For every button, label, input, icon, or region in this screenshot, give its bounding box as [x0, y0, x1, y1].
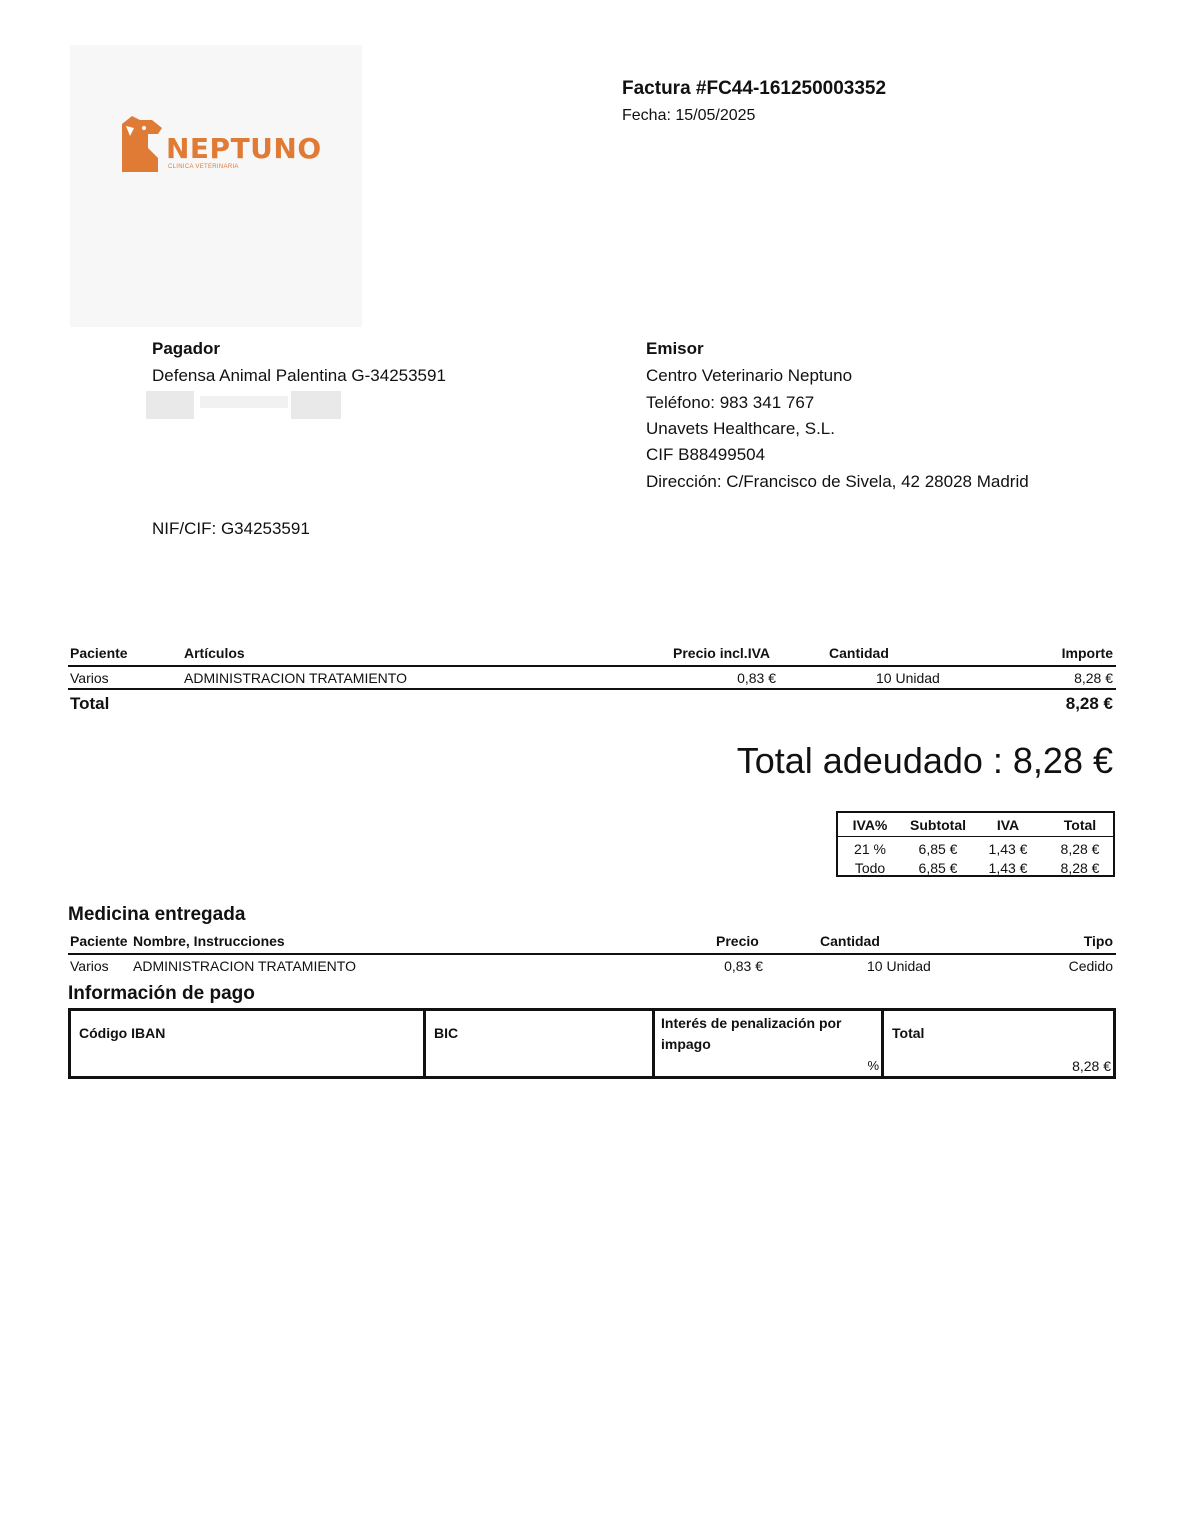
payment-cell-total	[884, 1011, 1113, 1076]
payment-penalty-label-1: Interés de penalización por	[661, 1015, 842, 1031]
vat-header-rate: IVA%	[852, 817, 888, 833]
vat-cell: Todo	[854, 860, 886, 876]
payment-cell-penalty	[655, 1011, 881, 1076]
payment-title: Información de pago	[68, 983, 255, 1004]
items-row-amount: 8,28 €	[1074, 670, 1113, 686]
medicine-row-price: 0,83 €	[724, 958, 763, 974]
vat-cell: 1,43 €	[988, 860, 1028, 876]
brand-name: NEPTUNO	[166, 132, 322, 165]
issuer-company: Unavets Healthcare, S.L.	[646, 419, 835, 438]
redacted-payer-address-faint	[200, 396, 288, 408]
vat-header-rule	[838, 836, 1113, 837]
items-total-label: Total	[70, 694, 110, 713]
redacted-header-block	[70, 45, 362, 327]
dog-logo-icon	[118, 114, 164, 174]
payment-cell-bic	[426, 1011, 652, 1076]
issuer-cif: CIF B88499504	[646, 445, 766, 464]
invoice-title: Factura #FC44-161250003352	[622, 78, 887, 99]
items-total-rule	[68, 688, 1116, 690]
brand-logo	[118, 112, 322, 176]
items-total-value: 8,28 €	[1065, 694, 1113, 713]
medicine-row-name: ADMINISTRACION TRATAMIENTO	[133, 958, 356, 974]
brand-subtitle: CLINICA VETERINARIA	[168, 164, 239, 170]
vat-cell: 8,28 €	[1060, 841, 1100, 857]
vat-cell: 1,43 €	[988, 841, 1028, 857]
payment-cell-iban	[71, 1011, 423, 1076]
payment-bic-label: BIC	[434, 1025, 459, 1041]
total-due: Total adeudado : 8,28 €	[736, 740, 1113, 781]
payment-table	[68, 1008, 1116, 1079]
medicine-header-price: Precio	[716, 933, 759, 949]
medicine-row-patient: Varios	[70, 958, 109, 974]
redacted-payer-address	[146, 391, 194, 419]
payment-penalty-label-2: impago	[661, 1036, 711, 1052]
medicine-header-rule	[68, 953, 1116, 955]
payer-name: Defensa Animal Palentina G-34253591	[152, 366, 446, 385]
medicine-header-name: Nombre, Instrucciones	[133, 933, 285, 949]
medicine-header-patient: Paciente	[70, 933, 128, 949]
payment-penalty-unit: %	[867, 1058, 879, 1073]
medicine-header-type: Tipo	[1083, 933, 1113, 949]
payment-total-value: 8,28 €	[1072, 1058, 1111, 1074]
medicine-header-quantity: Cantidad	[820, 933, 880, 949]
items-header-patient: Paciente	[70, 645, 128, 661]
vat-table	[836, 811, 1115, 877]
items-row-quantity: 10 Unidad	[876, 670, 940, 686]
redacted-payer-address-2	[291, 391, 341, 419]
vat-cell: 8,28 €	[1060, 860, 1100, 876]
issuer-phone: Teléfono: 983 341 767	[646, 393, 815, 412]
medicine-row-quantity: 10 Unidad	[867, 958, 931, 974]
items-header-articles: Artículos	[184, 645, 245, 661]
vat-cell: 6,85 €	[918, 841, 958, 857]
vat-header-vat: IVA	[996, 817, 1020, 833]
payer-label: Pagador	[152, 339, 221, 358]
vat-cell: 21 %	[854, 841, 886, 857]
items-header-amount: Importe	[1061, 645, 1113, 661]
issuer-address: Dirección: C/Francisco de Sivela, 42 28028 Madrid	[646, 472, 1029, 491]
medicine-title: Medicina entregada	[68, 904, 246, 925]
items-row-article: ADMINISTRACION TRATAMIENTO	[184, 670, 407, 686]
payment-iban-label: Código IBAN	[79, 1025, 166, 1041]
items-row-patient: Varios	[70, 670, 109, 686]
vat-header-total: Total	[1063, 817, 1097, 833]
vat-header-subtotal: Subtotal	[910, 817, 966, 833]
items-header-price: Precio incl.IVA	[673, 645, 770, 661]
payment-total-label: Total	[892, 1025, 925, 1041]
items-header-quantity: Cantidad	[829, 645, 889, 661]
issuer-line: Centro Veterinario Neptuno	[646, 366, 853, 385]
invoice-date: Fecha: 15/05/2025	[622, 107, 756, 124]
vat-cell: 6,85 €	[918, 860, 958, 876]
items-header-rule	[68, 665, 1116, 667]
medicine-row-type: Cedido	[1068, 958, 1113, 974]
items-row-price: 0,83 €	[737, 670, 776, 686]
issuer-label: Emisor	[646, 339, 704, 358]
payer-nif: NIF/CIF: G34253591	[152, 519, 310, 538]
